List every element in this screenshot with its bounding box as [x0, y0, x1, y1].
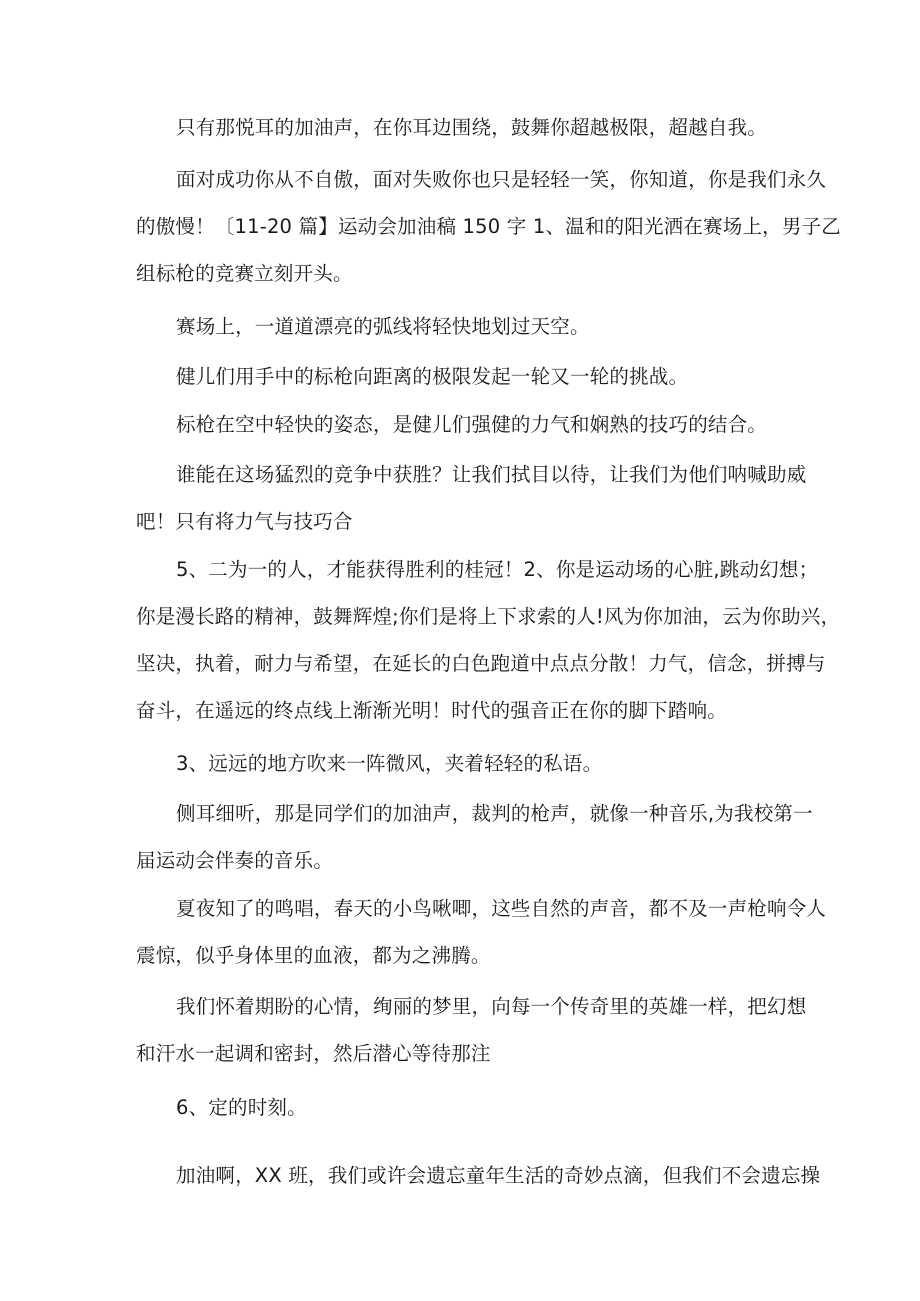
text-line: 6、定的时刻。: [176, 1096, 307, 1119]
text-line: 侧耳细听，那是同学们的加油声，裁判的枪声，就像一种音乐,为我校第一: [176, 802, 813, 825]
paragraph-10: [136, 885, 827, 979]
paragraph-5: [136, 401, 796, 448]
text-line: 5、二为一的人，才能获得胜利的桂冠！2、你是运动场的心脏,跳动幻想；: [176, 558, 819, 581]
text-line: 面对成功你从不自傲，面对失败你也只是轻轻一笑，你知道，你是我们永久: [176, 168, 827, 191]
paragraph-11: [136, 983, 807, 1077]
paragraph-8: [136, 740, 796, 787]
text-line: 谁能在这场猛烈的竞争中获胜？让我们拭目以待，让我们为他们呐喊助威: [176, 463, 807, 486]
text-line: 坚决，执着，耐力与希望，在延长的白色跑道中点点分散！力气，信念，拼搏与: [136, 652, 826, 675]
text-line: 组标枪的竞赛立刻开头。: [136, 262, 353, 285]
paragraph-3: [136, 303, 796, 350]
paragraph-2: [136, 156, 841, 297]
paragraph-12: [136, 1084, 796, 1131]
text-line: 夏夜知了的鸣唱，春天的小鸟啾唧，这些自然的声音，都不及一声枪响令人: [176, 897, 827, 920]
paragraph-9: [136, 790, 813, 884]
text-line: 只有那悦耳的加油声，在你耳边围绕，鼓舞你超越极限，超越自我。: [176, 116, 768, 139]
paragraph-4: [136, 353, 796, 400]
text-line: 3、远远的地方吹来一阵微风，夹着轻轻的私语。: [176, 752, 603, 775]
text-line: 赛场上，一道道漂亮的弧线将轻快地划过天空。: [176, 315, 590, 338]
paragraph-1: [136, 104, 796, 151]
text-line: 届运动会伴奏的音乐。: [136, 849, 334, 872]
text-line: 震惊，似乎身体里的血液，都为之沸腾。: [136, 944, 491, 967]
text-line: 吧！只有将力气与技巧合: [136, 510, 353, 533]
text-line: 的傲慢！〔11-20 篇】运动会加油稿 150 字 1、温和的阳光洒在赛场上，男子乙: [136, 215, 841, 238]
paragraph-6: [136, 451, 807, 545]
text-line: 奋斗，在遥远的终点线上渐渐光明！时代的强音正在你的脚下踏响。: [136, 699, 728, 722]
text-line: 加油啊，XX 班，我们或许会遗忘童年生活的奇妙点滴，但我们不会遗忘操: [176, 1164, 821, 1187]
text-line: 健儿们用手中的标枪向距离的极限发起一轮又一轮的挑战。: [176, 365, 689, 388]
text-line: 我们怀着期盼的心情，绚丽的梦里，向每一个传奇里的英雄一样，把幻想: [176, 995, 807, 1018]
text-line: 你是漫长路的精神，鼓舞辉煌;你们是将上下求索的人!风为你加油，云为你助兴，: [136, 605, 841, 628]
text-line: 标枪在空中轻快的姿态，是健儿们强健的力气和娴熟的技巧的结合。: [176, 413, 768, 436]
text-line: 和汗水一起调和密封，然后潜心等待那注: [136, 1042, 491, 1065]
paragraph-7: [136, 546, 841, 734]
paragraph-13: [136, 1152, 821, 1199]
